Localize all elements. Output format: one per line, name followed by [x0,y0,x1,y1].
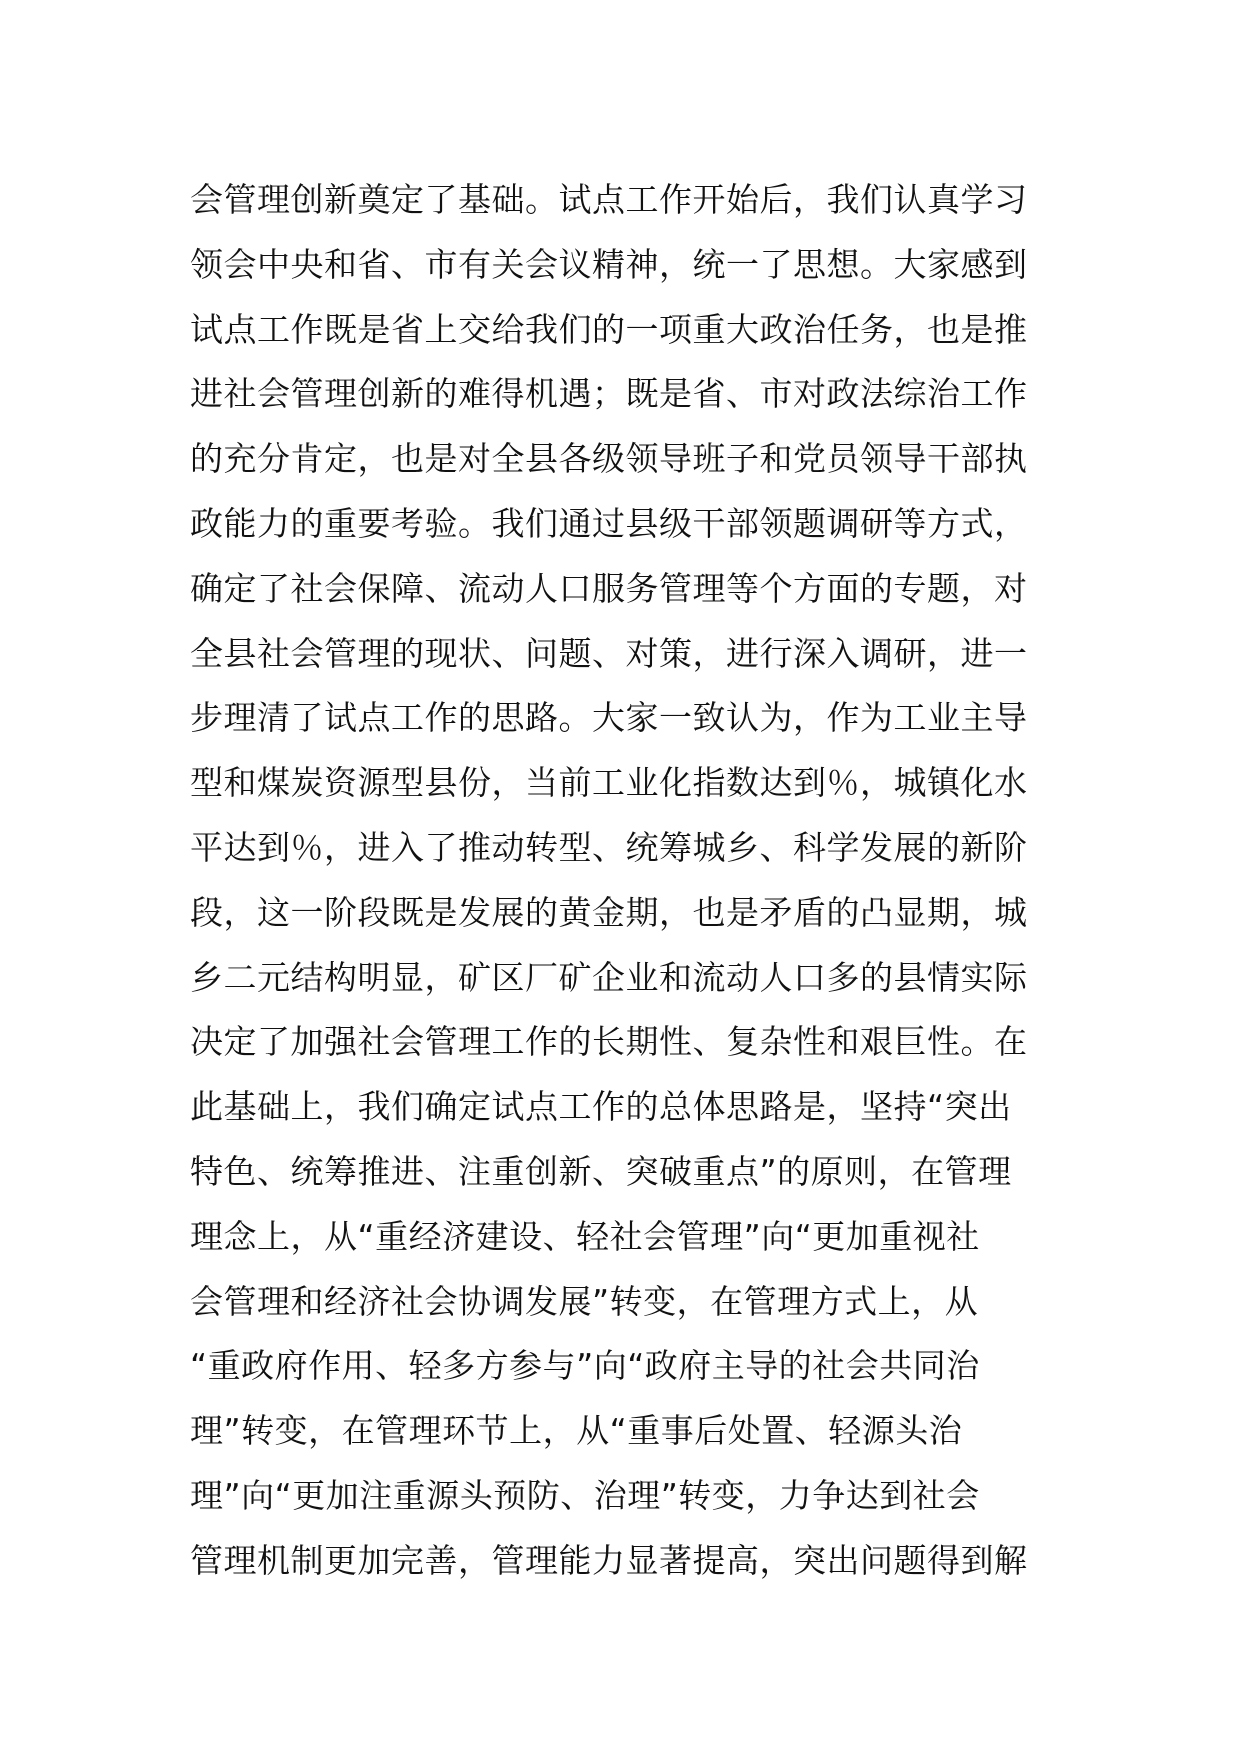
text-line: 确定了社会保障、流动人口服务管理等个方面的专题，对 [190,568,1028,608]
text-line: 理”向“更加注重源头预防、治理”转变，力争达到社会 [190,1475,980,1515]
text-line: 此基础上，我们确定试点工作的总体思路是，坚持“突出 [190,1087,1012,1127]
text-line: 乡二元结构明显，矿区厂矿企业和流动人口多的县情实际 [190,957,1028,997]
text-line: 决定了加强社会管理工作的长期性、复杂性和艰巨性。在 [190,1022,1028,1062]
body-text [190,168,1060,1594]
text-line: 进社会管理创新的难得机遇；既是省、市对政法综治工作 [190,374,1028,414]
text-line: 特色、统筹推进、注重创新、突破重点”的原则，在管理 [190,1151,1012,1191]
text-line: 领会中央和省、市有关会议精神，统一了思想。大家感到 [190,244,1028,284]
text-line: 会管理创新奠定了基础。试点工作开始后，我们认真学习 [190,180,1028,219]
text-line: 平达到％，进入了推动转型、统筹城乡、科学发展的新阶 [190,827,1028,867]
text-line: 的充分肯定，也是对全县各级领导班子和党员领导干部执 [190,439,1028,479]
text-line: 理念上，从“重经济建设、轻社会管理”向“更加重视社 [190,1216,980,1256]
text-line: 政能力的重要考验。我们通过县级干部领题调研等方式， [190,503,1028,543]
text-line: 型和煤炭资源型县份，当前工业化指数达到％，城镇化水 [190,763,1028,803]
text-line: 管理机制更加完善，管理能力显著提高，突出问题得到解 [190,1540,1028,1580]
text-line: 会管理和经济社会协调发展”转变，在管理方式上，从 [190,1281,979,1321]
text-line: 全县社会管理的现状、问题、对策，进行深入调研，进一 [190,633,1028,673]
text-line: 理”转变，在管理环节上，从“重事后处置、轻源头治 [190,1411,963,1451]
text-line: 步理清了试点工作的思路。大家一致认为，作为工业主导 [190,698,1028,738]
text-line: “重政府作用、轻多方参与”向“政府主导的社会共同治 [190,1346,980,1386]
text-line: 段，这一阶段既是发展的黄金期，也是矛盾的凸显期，城 [190,892,1028,932]
text-line: 试点工作既是省上交给我们的一项重大政治任务，也是推 [190,309,1028,349]
